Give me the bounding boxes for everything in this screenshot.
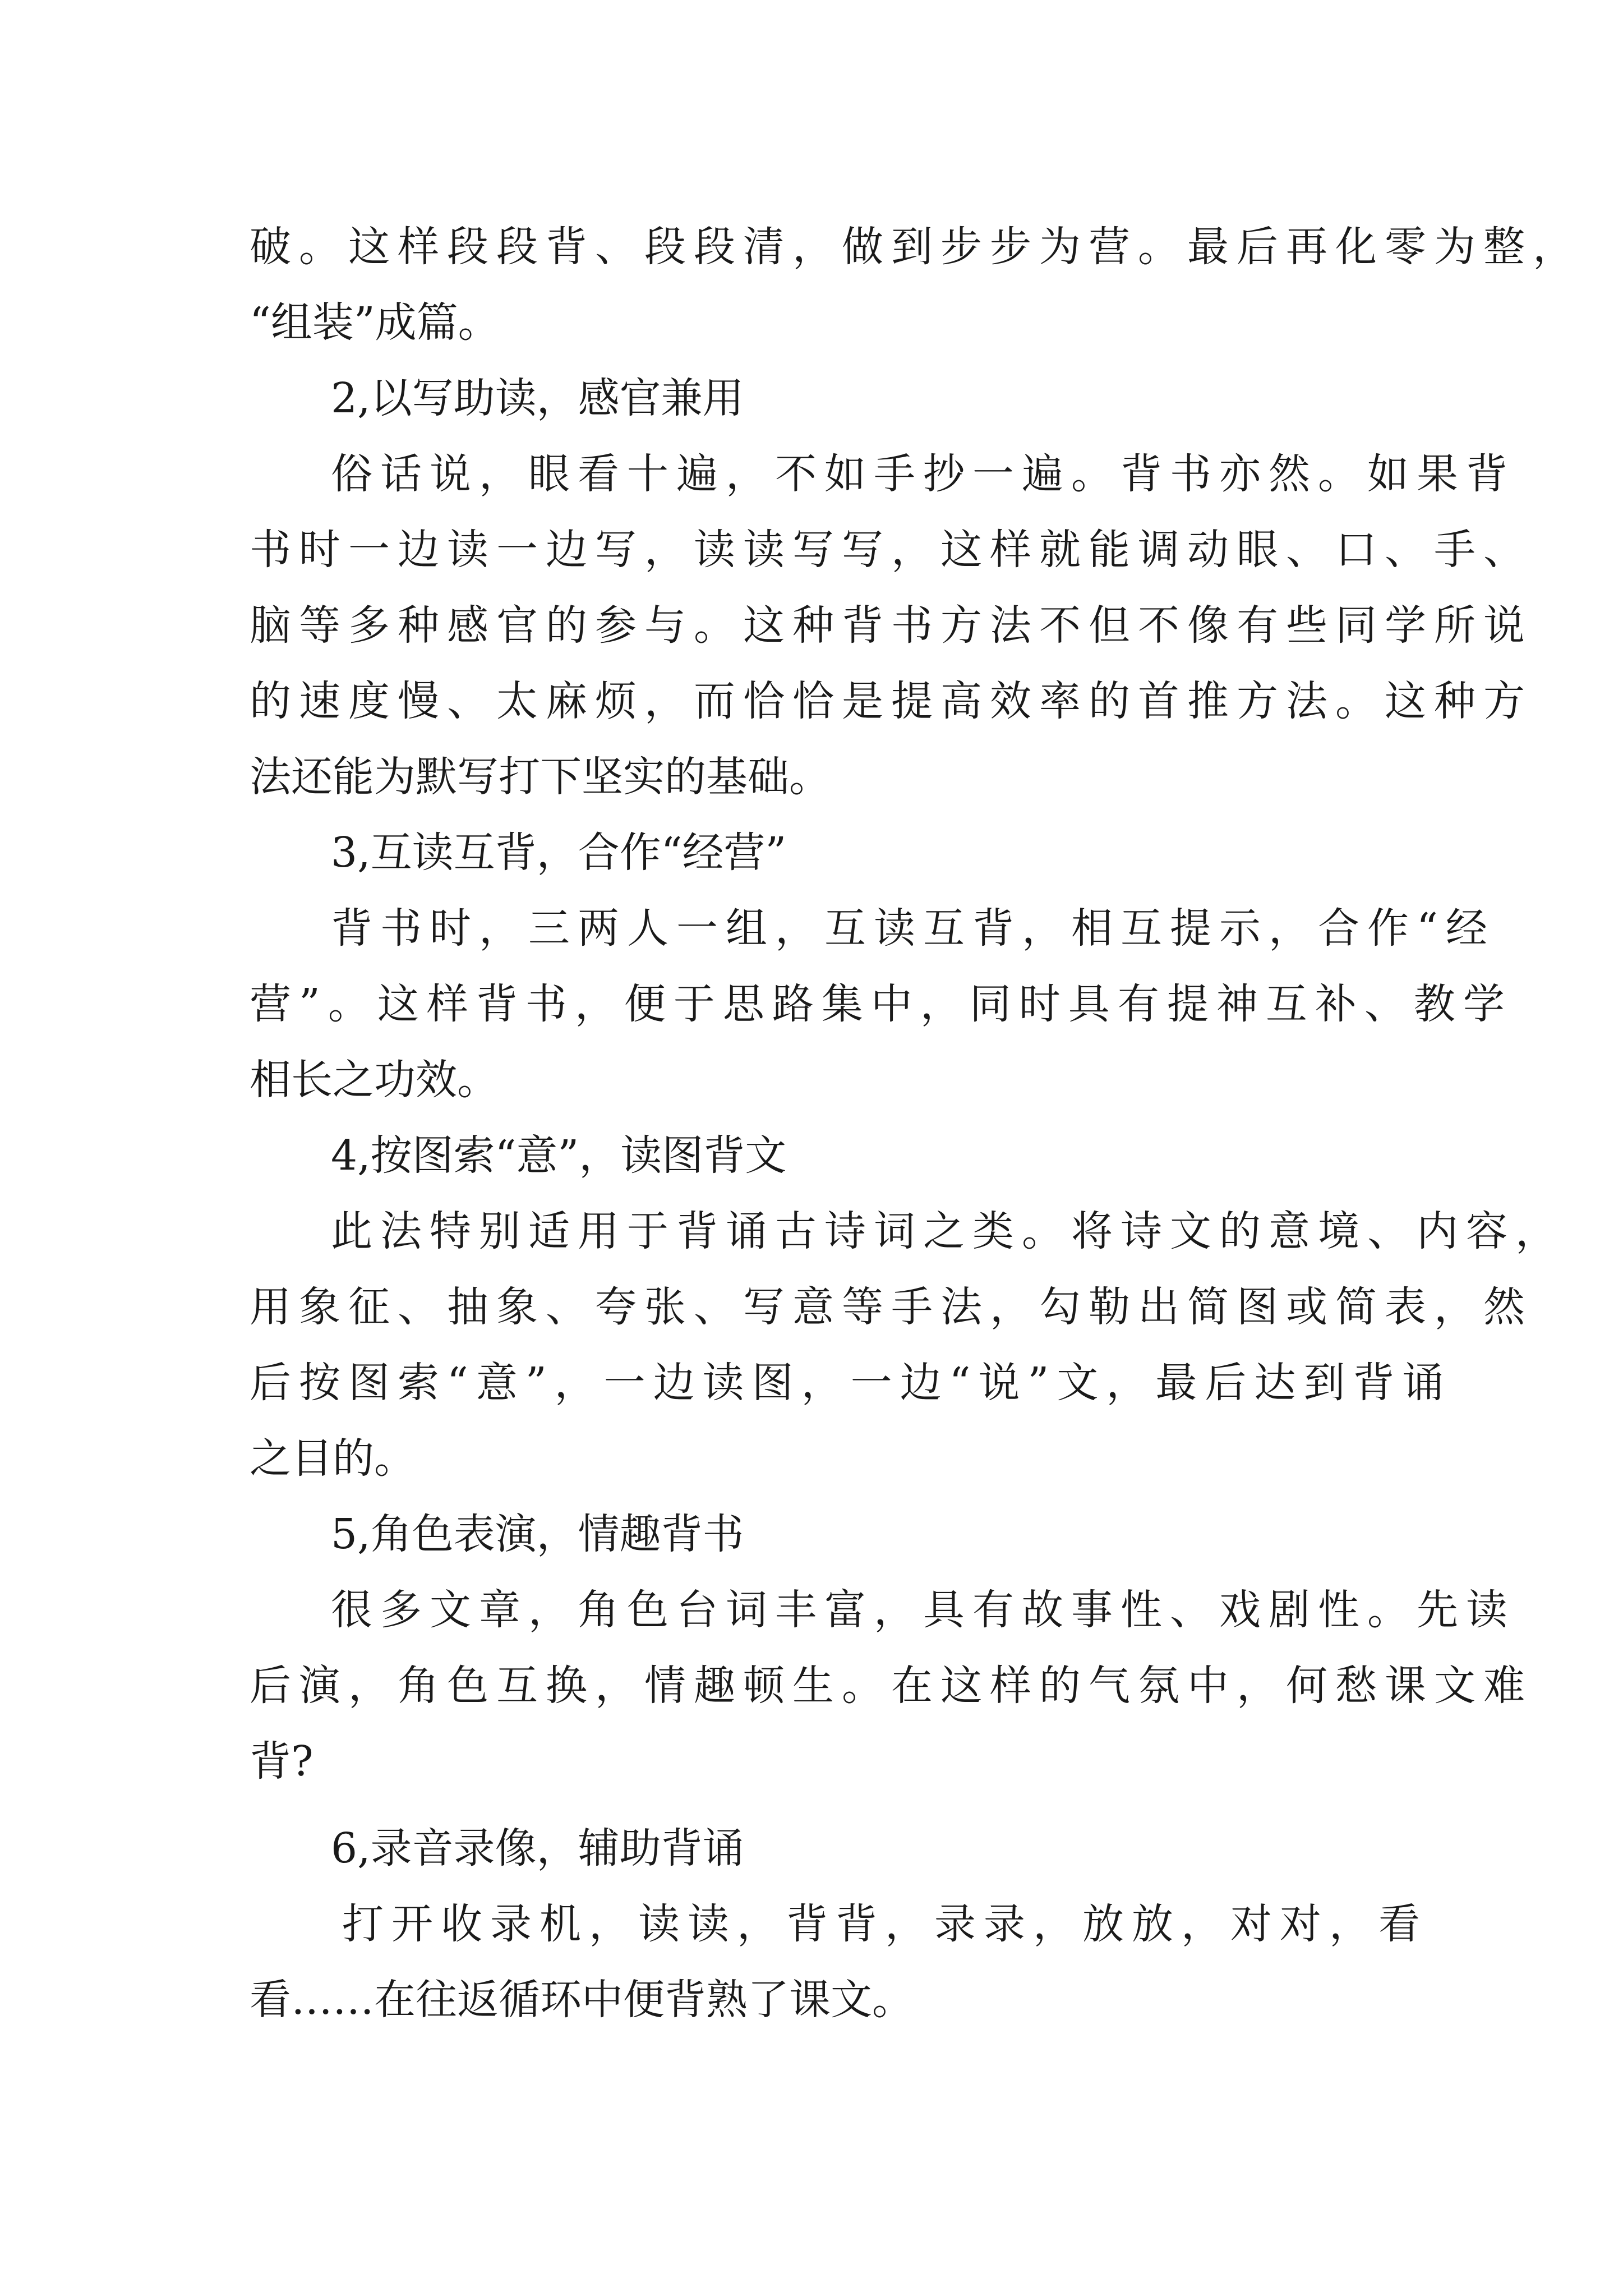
paragraph-line: 破。这样段段背、段段清，做到步步为营。最后再化零为整， xyxy=(250,223,1582,271)
paragraph-line: 打开收录机，读读，背背，录录，放放，对对，看 xyxy=(342,1900,1428,1948)
paragraph-line: 法还能为默写打下坚实的基础。 xyxy=(250,753,831,801)
paragraph-line: 背? xyxy=(250,1737,313,1786)
paragraph-line: 的速度慢、太麻烦，而恰恰是提高效率的首推方法。这种方 xyxy=(250,677,1533,725)
paragraph-line: 相长之功效。 xyxy=(250,1056,499,1104)
section-heading: 6,录音录像，辅助背诵 xyxy=(331,1824,744,1872)
section-heading: 3,互读互背，合作“经营” xyxy=(331,829,787,877)
paragraph-line: 看……在往返循环中便背熟了课文。 xyxy=(250,1976,914,2024)
paragraph-line: 很多文章，角色台词丰富，具有故事性、戏剧性。先读 xyxy=(331,1586,1515,1634)
section-heading: 5,角色表演，情趣背书 xyxy=(331,1510,744,1558)
paragraph-line: 之目的。 xyxy=(250,1434,416,1483)
section-heading: 2,以写助读，感官兼用 xyxy=(331,374,744,422)
paragraph-line: 营”。这样背书，便于思路集中，同时具有提神互补、教学 xyxy=(250,980,1513,1028)
paragraph-line: 书时一边读一边写，读读写写，这样就能调动眼、口、手、 xyxy=(250,526,1533,574)
paragraph-line: 后演，角色互换，情趣顿生。在这样的气氛中，何愁课文难 xyxy=(250,1662,1533,1710)
paragraph-line: 此法特别适用于背诵古诗词之类。将诗文的意境、内容， xyxy=(331,1207,1565,1255)
section-heading: 4,按图索“意”，读图背文 xyxy=(331,1131,787,1180)
paragraph-line: 后按图索“意”，一边读图，一边“说”文，最后达到背诵 xyxy=(250,1359,1452,1407)
paragraph-line: 背书时，三两人一组，互读互背，相互提示，合作“经 xyxy=(331,904,1495,953)
paragraph-line: 脑等多种感官的参与。这种背书方法不但不像有些同学所说 xyxy=(250,601,1533,650)
paragraph-line: “组装”成篇。 xyxy=(250,298,500,347)
paragraph-line: 用象征、抽象、夸张、写意等手法，勾勒出简图或简表，然 xyxy=(250,1283,1533,1331)
paragraph-line: 俗话说，眼看十遍，不如手抄一遍。背书亦然。如果背 xyxy=(331,450,1515,498)
